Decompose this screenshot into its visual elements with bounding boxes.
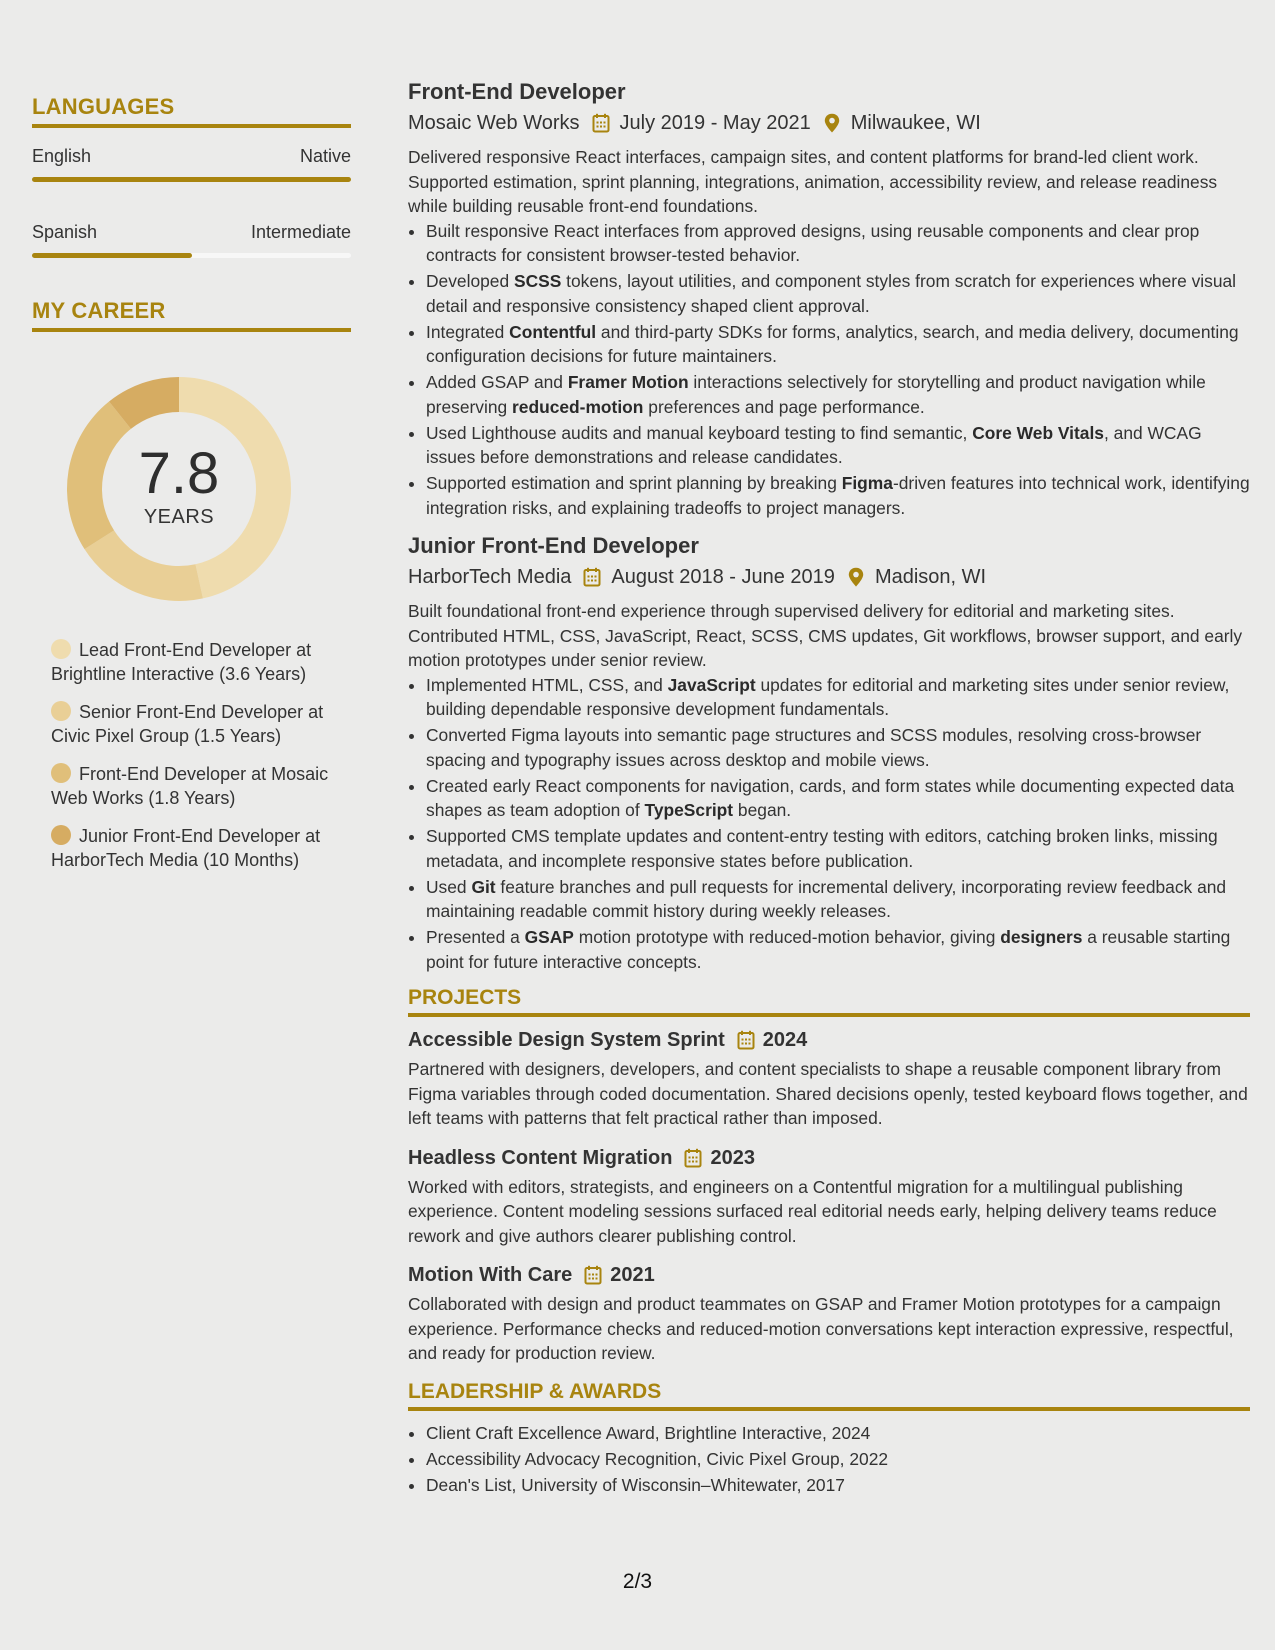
legend-dot — [51, 639, 71, 659]
job-bullet — [426, 824, 1250, 873]
project-title-row — [408, 1262, 1250, 1288]
project-entry — [408, 1145, 1250, 1249]
calendar-icon — [737, 1030, 755, 1050]
bullet-text: Built responsive React interfaces from approved designs, using reusable components and clear prop contracts for consistent browser-tested behavior. — [426, 220, 1200, 265]
job-title: Front-End Developer — [408, 79, 626, 104]
career-heading: MY CAREER — [32, 298, 351, 332]
job-summary: Built foundational front-end experience through supervised delivery for editorial and marketing sites. Contributed HTML, CSS, JavaScript, React, SCSS, CMS updates, Git workflows, browser support, and early motion prototypes under senior review. — [408, 601, 1243, 670]
job-bullet — [426, 471, 1250, 520]
language-row — [32, 146, 351, 167]
project-name: Motion With Care — [408, 1264, 573, 1286]
job-bullet — [426, 673, 1250, 722]
bullet-text: Developed — [426, 271, 514, 291]
job-bullet — [426, 925, 1250, 974]
calendar-icon — [592, 113, 610, 133]
calendar-icon — [592, 113, 610, 133]
job-entry — [408, 78, 1250, 520]
bullet-text: Figma — [841, 473, 893, 493]
job-bullet — [426, 320, 1250, 369]
legend-label: Junior Front-End Developer at HarborTech Media (10 Months) — [51, 826, 321, 870]
language-name: English — [32, 146, 92, 166]
donut-center — [66, 376, 292, 602]
bullet-text: SCSS — [513, 271, 562, 291]
bullet-text: Supported estimation and sprint planning by breaking — [426, 473, 842, 493]
calendar-icon — [583, 567, 601, 587]
calendar-icon — [584, 1265, 602, 1285]
map-pin-icon — [847, 567, 865, 587]
projects-heading: PROJECTS — [408, 986, 1250, 1017]
job-company: HarborTech Media — [408, 566, 572, 588]
projects-list — [408, 1027, 1250, 1366]
map-pin-icon — [823, 113, 841, 133]
job-dates: July 2019 - May 2021 — [619, 112, 811, 134]
bullet-text: Core Web Vitals — [972, 422, 1104, 443]
bullet-text: and third-party SDKs for forms, analytics, search, and media delivery, documenting configuration decisions for future maintainers. — [426, 321, 1239, 366]
bullet-text: Git — [471, 876, 496, 897]
bullet-text: Used — [426, 876, 472, 897]
language-level-bar — [32, 253, 351, 258]
job-bullet — [426, 219, 1250, 268]
language-level: Native — [299, 146, 351, 166]
job-meta — [408, 110, 1250, 136]
bullet-text: Created early React components for navigation, cards, and form states while documenting expected data shapes as team adoption of — [426, 775, 1235, 820]
language-row — [32, 222, 351, 243]
job-bullets — [408, 219, 1250, 521]
bullet-text: TypeScript — [644, 800, 734, 820]
job-location: Madison, WI — [874, 566, 987, 588]
bullet-text: Contentful — [509, 321, 597, 342]
project-name: Accessible Design System Sprint — [408, 1029, 725, 1051]
bullet-text: Framer Motion — [567, 372, 689, 392]
language-level: Intermediate — [250, 222, 351, 242]
project-description: Collaborated with design and product teammates on GSAP and Framer Motion prototypes for a campaign experience. Performance checks and reduced-motion conversations kept interaction expressive, respectful, and ready for production review. — [408, 1294, 1234, 1363]
career-total-value: 7.8 — [138, 440, 220, 506]
career-total-unit: YEARS — [143, 505, 215, 528]
career-legend-item — [51, 762, 341, 810]
job-bullet — [426, 875, 1250, 924]
bullet-text: designers — [1000, 927, 1083, 947]
page-number: 2/3 — [622, 1570, 653, 1593]
bullet-text: Presented a — [426, 927, 525, 947]
bullet-text: JavaScript — [667, 674, 756, 695]
career-legend-item — [51, 700, 341, 748]
legend-label: Lead Front-End Developer at Brightline Interactive (3.6 Years) — [51, 640, 312, 684]
project-name: Headless Content Migration — [408, 1146, 673, 1169]
job-title: Junior Front-End Developer — [408, 533, 699, 558]
calendar-icon — [584, 1265, 602, 1285]
awards-heading: LEADERSHIP & AWARDS — [408, 1380, 1250, 1411]
career-legend-item — [51, 824, 341, 872]
career-legend-item — [51, 638, 341, 686]
bullet-text: Implemented HTML, CSS, and — [426, 674, 668, 695]
project-title-row — [408, 1027, 1250, 1053]
job-bullet — [426, 723, 1250, 772]
career-legend — [51, 638, 341, 872]
left-column — [32, 94, 351, 886]
bullet-text: GSAP — [524, 927, 574, 947]
job-dates: August 2018 - June 2019 — [611, 566, 835, 588]
award-item: • Client Craft Excellence Award, Brightline Interactive, 2024 — [426, 1421, 1250, 1446]
project-year: 2024 — [762, 1029, 808, 1051]
bullet-text: preferences and page performance. — [643, 396, 925, 417]
legend-dot — [51, 701, 71, 721]
language-level-fill — [32, 253, 192, 258]
bullet-text: motion prototype with reduced-motion behavior, giving — [573, 927, 1001, 947]
bullet-text: -driven features into technical work, identifying integration risks, and explaining tradeoffs to project managers. — [426, 473, 1250, 518]
experience-list — [408, 78, 1250, 974]
bullet-text: tokens, layout utilities, and component styles from scratch for experiences where visual detail and responsive consistency shaped client approval. — [426, 271, 1237, 316]
bullet-text: interactions selectively for storytelling and product navigation while preserving — [426, 372, 1206, 417]
calendar-icon — [583, 567, 601, 587]
map-pin-icon — [823, 113, 841, 133]
job-summary: Delivered responsive React interfaces, campaign sites, and content platforms for brand-led client work. Supported estimation, sprint planning, integrations, animation, accessibility review, and release readiness while building reusable front-end foundations. — [408, 147, 1218, 216]
job-bullet — [426, 269, 1250, 318]
project-entry — [408, 1027, 1250, 1131]
right-column — [408, 78, 1250, 1499]
map-pin-icon — [847, 567, 865, 587]
bullet-text: , and WCAG issues before demonstrations and release candidates. — [426, 422, 1202, 467]
calendar-icon — [684, 1148, 702, 1168]
language-name: Spanish — [32, 222, 98, 242]
bullet-text: began. — [733, 800, 792, 820]
job-company: Mosaic Web Works — [408, 112, 580, 134]
job-meta — [408, 564, 1250, 590]
languages-heading: LANGUAGES — [32, 94, 351, 128]
bullet-text: Added GSAP and — [426, 372, 568, 392]
project-description: Worked with editors, strategists, and engineers on a Contentful migration for a multilingual publishing experience. Content modeling sessions surfaced real editorial needs early, helping delivery teams reduce rework and give authors clearer publishing control. — [408, 1176, 1217, 1246]
calendar-icon — [684, 1148, 702, 1168]
bullet-text: a reusable starting point for future interactive concepts. — [426, 927, 1231, 972]
bullet-text: Integrated — [426, 321, 510, 342]
bullet-text: updates for editorial and marketing sites under senior review, building dependable responsive development fundamentals. — [426, 674, 1230, 719]
legend-label: Front-End Developer at Mosaic Web Works (1.8 Years) — [51, 764, 329, 808]
job-bullet — [426, 370, 1250, 419]
legend-label: Senior Front-End Developer at Civic Pixel Group (1.5 Years) — [51, 702, 324, 746]
language-item — [32, 146, 351, 182]
career-section — [32, 298, 351, 872]
bullet-text: reduced-motion — [512, 396, 644, 417]
award-item: • Dean's List, University of Wisconsin–Whitewater, 2017 — [426, 1473, 1250, 1498]
project-title-row — [408, 1145, 1250, 1171]
job-location: Milwaukee, WI — [850, 112, 981, 134]
job-entry — [408, 532, 1250, 974]
language-level-bar — [32, 177, 351, 182]
award-item: • Accessibility Advocacy Recognition, Civic Pixel Group, 2022 — [426, 1447, 1250, 1472]
awards-list — [408, 1421, 1250, 1498]
bullet-text: Converted Figma layouts into semantic page structures and SCSS modules, resolving cross-browser spacing and typography issues across desktop and mobile views. — [426, 725, 1202, 770]
bullet-text: Used Lighthouse audits and manual keyboard testing to find semantic, — [426, 422, 973, 443]
legend-dot — [51, 763, 71, 783]
job-bullet — [426, 421, 1250, 470]
language-item — [32, 222, 351, 258]
bullet-text: Supported CMS template updates and content-entry testing with editors, catching broken links, missing metadata, and incomplete responsive states before publication. — [426, 826, 1218, 871]
languages-list — [32, 146, 351, 258]
job-bullet — [426, 774, 1250, 823]
career-donut-chart — [66, 376, 292, 602]
project-entry — [408, 1262, 1250, 1366]
project-year: 2021 — [610, 1264, 655, 1286]
job-bullets — [408, 673, 1250, 975]
bullet-text: feature branches and pull requests for incremental delivery, incorporating review feedback and maintaining readable commit history during weekly releases. — [426, 876, 1227, 921]
legend-dot — [51, 825, 71, 845]
language-level-fill — [32, 177, 351, 182]
project-description: Partnered with designers, developers, and content specialists to shape a reusable component library from Figma variables through coded documentation. Shared decisions openly, tested keyboard flows together, and left teams with patterns that felt practical rather than imposed. — [408, 1059, 1248, 1128]
project-year: 2023 — [710, 1146, 755, 1169]
calendar-icon — [737, 1030, 755, 1050]
